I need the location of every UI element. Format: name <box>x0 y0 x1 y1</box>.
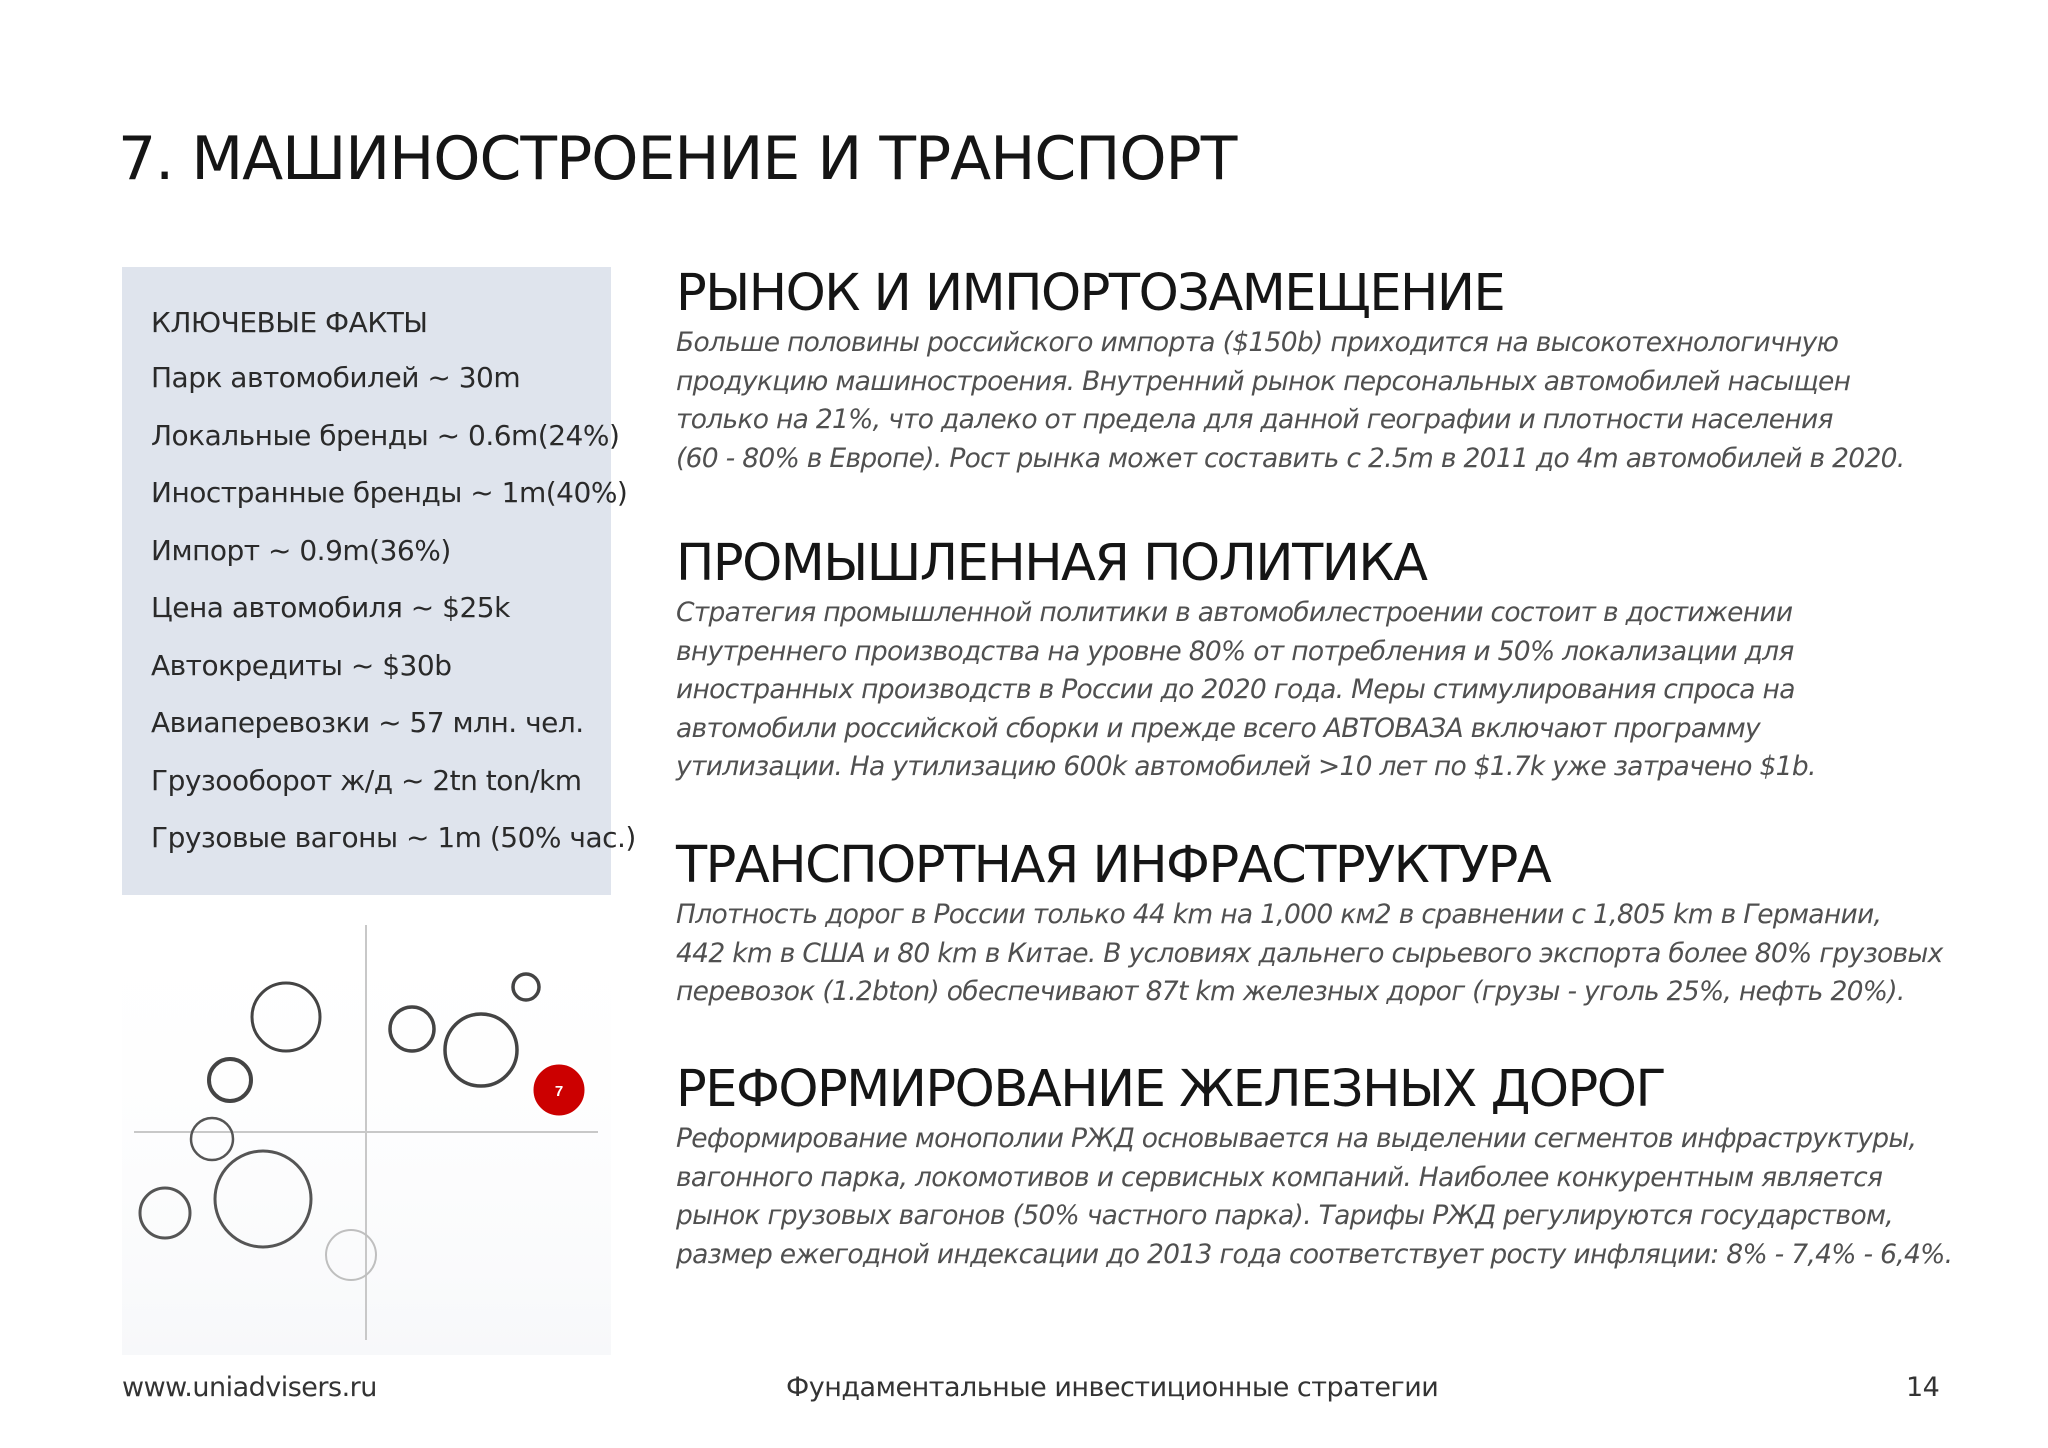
section-title: РЫНОК И ИМПОРТОЗАМЕЩЕНИЕ <box>676 264 1505 323</box>
body-line: рынок грузовых вагонов (50% частного парка). Тарифы РЖД регулируются государством, <box>676 1200 1893 1231</box>
body-line: (60 - 80% в Европе). Рост рынка может составить с 2.5m в 2011 до 4m автомобилей в 2020. <box>676 442 1905 474</box>
section-title: РЕФОРМИРОВАНИЕ ЖЕЛЕЗНЫХ ДОРОГ <box>676 1060 1666 1119</box>
fact-item: Авиаперевозки ~ 57 млн. чел. <box>151 706 584 739</box>
fact-item: Парк автомобилей ~ 30m <box>151 361 521 394</box>
body-line: Больше половины российского импорта ($150b) приходится на высокотехнологичную <box>676 327 1839 358</box>
slide-title: 7. МАШИНОСТРОЕНИЕ И ТРАНСПОРТ <box>118 124 1237 194</box>
section-body <box>676 896 1966 1012</box>
body-line: Реформирование монополии РЖД основывается на выделении сегментов инфраструктуры, <box>676 1123 1917 1154</box>
highlight-bubble-label: 7 <box>554 1083 564 1100</box>
body-line: иностранных производств в России до 2020 года. Меры стимулирования спроса на <box>676 674 1795 705</box>
section-body <box>676 594 1966 787</box>
fact-item: Цена автомобиля ~ $25k <box>151 591 510 624</box>
section-railway-reform <box>676 1060 1966 1274</box>
body-line: автомобили российской сборки и прежде всего АВТОВАЗА включают программу <box>676 712 1761 744</box>
body-line: внутреннего производства на уровне 80% от потребления и 50% локализации для <box>676 635 1794 667</box>
section-body <box>676 1120 1966 1274</box>
fact-item: Грузовые вагоны ~ 1m (50% час.) <box>151 821 636 854</box>
fact-item: Локальные бренды ~ 0.6m(24%) <box>151 418 620 452</box>
body-line: только на 21%, что далеко от предела для данной географии и плотности населения <box>676 404 1833 435</box>
body-line: утилизации. На утилизацию 600k автомобилей >10 лет по $1.7k уже затрачено $1b. <box>676 751 1816 782</box>
body-line: Стратегия промышленной политики в автомобилестроении состоит в достижении <box>676 597 1793 628</box>
bubble-diagram <box>122 895 611 1355</box>
section-body <box>676 324 1966 478</box>
section-title: ТРАНСПОРТНАЯ ИНФРАСТРУКТУРА <box>676 836 1551 895</box>
section-industrial-policy <box>676 534 1966 787</box>
body-line: перевозок (1.2bton) обеспечивают 87t km железных дорог (грузы - уголь 25%, нефть 20%). <box>676 976 1905 1007</box>
section-transport-infrastructure <box>676 836 1966 1012</box>
fact-item: Грузооборот ж/д ~ 2tn ton/km <box>151 763 582 797</box>
body-line: размер ежегодной индексации до 2013 года соответствует росту инфляции: 8% - 7,4% - 6,4%. <box>676 1238 1953 1270</box>
section-market <box>676 264 1966 478</box>
section-title: ПРОМЫШЛЕННАЯ ПОЛИТИКА <box>676 534 1427 593</box>
key-facts-panel <box>122 267 636 895</box>
footer-website: www.uniadvisers.ru <box>122 1372 377 1403</box>
page-number: 14 <box>1906 1372 1940 1403</box>
body-line: вагонного парка, локомотивов и сервисных компаний. Наиболее конкурентным является <box>676 1161 1883 1193</box>
body-line: Плотность дорог в России только 44 km на 1,000 км2 в сравнении с 1,805 km в Германии, <box>676 899 1882 930</box>
key-facts-heading: КЛЮЧЕВЫЕ ФАКТЫ <box>151 306 428 339</box>
fact-item: Импорт ~ 0.9m(36%) <box>151 533 451 567</box>
fact-item: Иностранные бренды ~ 1m(40%) <box>151 476 628 509</box>
footer-title: Фундаментальные инвестиционные стратегии <box>786 1372 1439 1403</box>
key-facts-list <box>151 361 636 879</box>
body-line: продукцию машиностроения. Внутренний рынок персональных автомобилей насыщен <box>676 365 1851 397</box>
body-line: 442 km в США и 80 km в Китае. В условиях дальнего сырьевого экспорта более 80% грузовых <box>676 937 1943 969</box>
fact-item: Автокредиты ~ $30b <box>151 648 452 682</box>
